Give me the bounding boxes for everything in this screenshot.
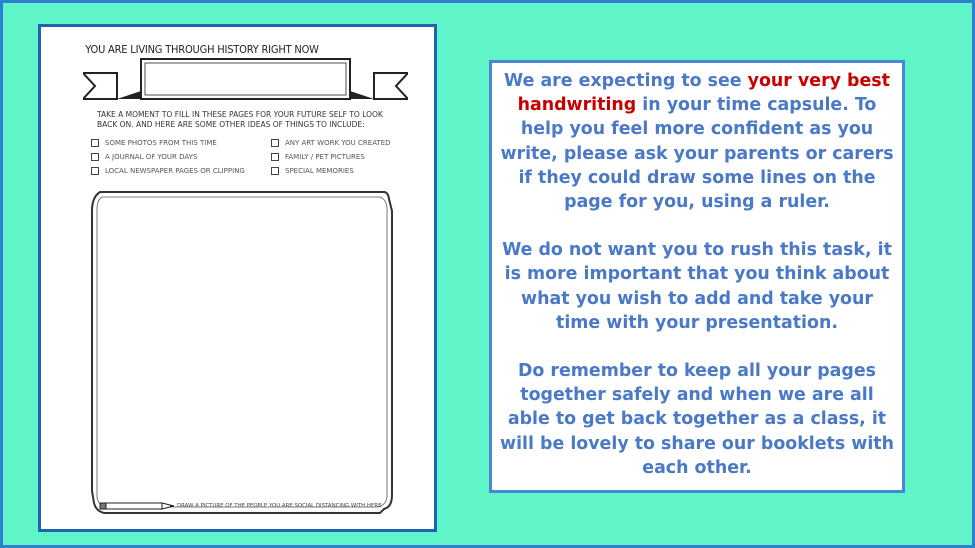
worksheet-intro: TAKE A MOMENT TO FILL IN THESE PAGES FOR YOUR FUTURE SELF TO LOOK BACK ON. AND HERE ARE SOME OTHER IDEAS OF THINGS TO INCLUDE: — [97, 110, 383, 129]
pencil-icon — [99, 501, 177, 511]
checklist-item: A JOURNAL OF YOUR DAYS — [91, 153, 197, 161]
checkbox-icon — [91, 167, 99, 175]
checklist-item: LOCAL NEWSPAPER PAGES OR CLIPPING — [91, 167, 245, 175]
checkbox-icon — [271, 167, 279, 175]
highlight-text: your very best handwriting — [517, 71, 890, 116]
instructions-textbox — [489, 60, 905, 493]
banner-title: YOU ARE LIVING THROUGH HISTORY RIGHT NOW — [85, 42, 319, 56]
checkbox-icon — [91, 139, 99, 147]
instruction-paragraph-1: We are expecting to see your very best handwriting in your time capsule. To help you feel more confident as you write, please ask your parents or carers if they could draw some lines on the page for you, using a ruler. — [500, 71, 894, 213]
drawing-caption: DRAW A PICTURE OF THE PEOPLE YOU ARE SOCIAL DISTANCING WITH HERE — [177, 503, 382, 509]
instruction-paragraph-2: We do not want you to rush this task, it is more important that you think about what you wish to add and take your time with your presentation. — [502, 240, 892, 333]
checklist-item: ANY ART WORK YOU CREATED — [271, 139, 391, 147]
banner-ribbon — [83, 55, 408, 111]
worksheet-checklist — [91, 139, 411, 179]
checklist-item: FAMILY / PET PICTURES — [271, 153, 365, 161]
drawing-frame — [90, 191, 394, 515]
checkbox-icon — [271, 153, 279, 161]
instruction-paragraph-3: Do remember to keep all your pages together safely and when we are all able to get back together as a class, it will be lovely to share our booklets with each other. — [500, 361, 894, 478]
checkbox-icon — [271, 139, 279, 147]
checkbox-icon — [91, 153, 99, 161]
checklist-item: SPECIAL MEMORIES — [271, 167, 354, 175]
worksheet-image — [38, 24, 437, 532]
checklist-item: SOME PHOTOS FROM THIS TIME — [91, 139, 217, 147]
